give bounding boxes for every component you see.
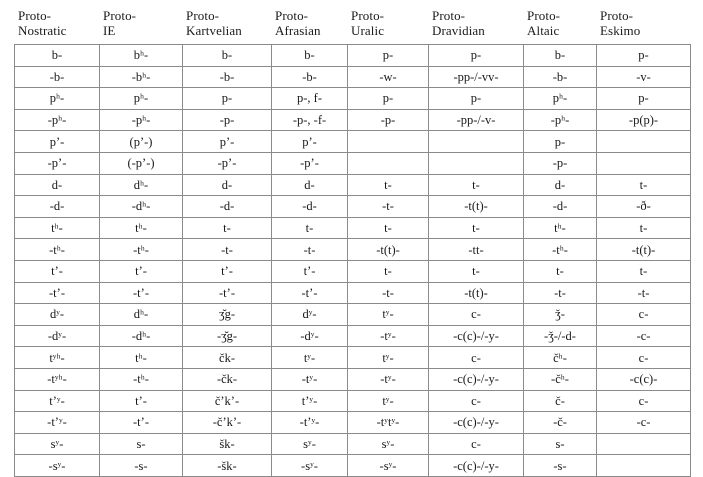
table-cell: -pʰ- (524, 109, 597, 131)
table-cell: -č’k’- (183, 412, 272, 434)
table-cell: t’- (100, 260, 183, 282)
table-cell: pʰ- (15, 88, 100, 110)
table-cell: -p’- (183, 152, 272, 174)
table-cell: -t(t)- (429, 282, 524, 304)
table-cell: -t’- (100, 282, 183, 304)
table-cell: p’- (272, 131, 348, 153)
table-row (15, 390, 691, 412)
table-cell: šk- (183, 433, 272, 455)
table-cell: -b- (272, 66, 348, 88)
table-cell: p’- (15, 131, 100, 153)
table-cell: -d- (272, 196, 348, 218)
table-row (15, 368, 691, 390)
table-cell: -t(t)- (597, 239, 691, 261)
table-cell: -tʸʰ- (15, 368, 100, 390)
table-cell: tʸ- (348, 390, 429, 412)
table-row (15, 325, 691, 347)
table-cell: p- (348, 88, 429, 110)
table-row (15, 217, 691, 239)
table-cell: d- (15, 174, 100, 196)
header-proto-eskimo: Proto- Eskimo (600, 8, 641, 38)
table-cell: -c(c)-/-y- (429, 455, 524, 477)
table-cell: -dʰ- (100, 196, 183, 218)
table-cell: -pʰ- (100, 109, 183, 131)
table-cell: -tʸ- (348, 325, 429, 347)
table-cell: -t’- (15, 282, 100, 304)
table-cell: -p-, -f- (272, 109, 348, 131)
table-cell: -sʸ- (272, 455, 348, 477)
table-row (15, 45, 691, 67)
table-row (15, 304, 691, 326)
table-row (15, 196, 691, 218)
table-cell: -tʰ- (100, 239, 183, 261)
table-cell: -t’ʸ- (15, 412, 100, 434)
table-cell: bʰ- (100, 45, 183, 67)
table-cell: tʸ- (348, 347, 429, 369)
table-cell: -c(c)- (597, 368, 691, 390)
table-cell: tʸʰ- (15, 347, 100, 369)
table-body (15, 45, 691, 477)
table-row (15, 152, 691, 174)
table-cell (597, 455, 691, 477)
table-cell: -t’- (183, 282, 272, 304)
table-cell: -ð- (597, 196, 691, 218)
table-cell: -t’ʸ- (272, 412, 348, 434)
table-cell: sʸ- (348, 433, 429, 455)
table-cell: -ǯ-/-d- (524, 325, 597, 347)
table-row (15, 131, 691, 153)
table-cell: t- (524, 260, 597, 282)
table-cell: b- (272, 45, 348, 67)
header-proto-dravidian: Proto- Dravidian (432, 8, 485, 38)
table-cell: tʸ- (272, 347, 348, 369)
table-cell: -t’- (272, 282, 348, 304)
table-cell: -d- (524, 196, 597, 218)
table-cell: -pp-/-v- (429, 109, 524, 131)
table-cell: t’ʸ- (15, 390, 100, 412)
header-proto-nostratic: Proto- Nostratic (18, 8, 67, 38)
header-proto-ie: Proto- IE (103, 8, 137, 38)
table-cell: d- (272, 174, 348, 196)
table-cell: -ʒ̆g- (183, 325, 272, 347)
header-proto-uralic: Proto- Uralic (351, 8, 385, 38)
table-cell: -t(t)- (429, 196, 524, 218)
table-cell: -tʸ- (272, 368, 348, 390)
table-cell: b- (183, 45, 272, 67)
table-cell: tʰ- (100, 217, 183, 239)
table-cell: -t- (348, 282, 429, 304)
table-cell: -c(c)-/-y- (429, 325, 524, 347)
table-cell (597, 152, 691, 174)
table-cell: -tt- (429, 239, 524, 261)
table-cell: p- (183, 88, 272, 110)
table-cell: -p’- (272, 152, 348, 174)
table-cell: c- (597, 304, 691, 326)
table-row (15, 174, 691, 196)
table-cell: -šk- (183, 455, 272, 477)
table-cell: (-p’-) (100, 152, 183, 174)
table-cell: -c- (597, 412, 691, 434)
table-cell: -tʰ- (524, 239, 597, 261)
table-cell: c- (429, 390, 524, 412)
table-cell: -p- (524, 152, 597, 174)
table-cell (429, 152, 524, 174)
table-cell: (p’-) (100, 131, 183, 153)
table-row (15, 66, 691, 88)
table-cell: -č- (524, 412, 597, 434)
table-cell: -p- (348, 109, 429, 131)
table-cell: p- (597, 45, 691, 67)
table-cell: -dʸ- (15, 325, 100, 347)
table-cell: -tʰ- (100, 368, 183, 390)
correspondence-sheet (14, 8, 690, 477)
table-cell: pʰ- (524, 88, 597, 110)
table-cell: t- (597, 174, 691, 196)
table-cell: pʰ- (100, 88, 183, 110)
table-cell (348, 131, 429, 153)
table-cell (348, 152, 429, 174)
table-cell: t’- (15, 260, 100, 282)
sound-correspondence-table (14, 44, 691, 477)
table-row (15, 455, 691, 477)
table-cell: p- (597, 88, 691, 110)
table-cell: s- (524, 433, 597, 455)
table-cell: čk- (183, 347, 272, 369)
table-row (15, 282, 691, 304)
table-cell: t’- (183, 260, 272, 282)
table-cell: -c(c)-/-y- (429, 368, 524, 390)
table-cell: -dʰ- (100, 325, 183, 347)
table-cell: -t- (272, 239, 348, 261)
table-cell: čʰ- (524, 347, 597, 369)
table-cell: tʰ- (100, 347, 183, 369)
table-cell: -čk- (183, 368, 272, 390)
table-cell: -d- (183, 196, 272, 218)
header-proto-kartvelian: Proto- Kartvelian (186, 8, 242, 38)
table-cell (597, 433, 691, 455)
table-cell: p- (429, 45, 524, 67)
table-cell: t’- (272, 260, 348, 282)
table-cell: c- (597, 347, 691, 369)
table-cell: b- (15, 45, 100, 67)
table-cell: tʰ- (15, 217, 100, 239)
table-cell: -b- (15, 66, 100, 88)
table-cell: c- (429, 433, 524, 455)
table-cell: t- (348, 217, 429, 239)
table-cell: -sʸ- (348, 455, 429, 477)
table-cell: -t(t)- (348, 239, 429, 261)
table-cell: -v- (597, 66, 691, 88)
table-cell: p-, f- (272, 88, 348, 110)
table-cell (429, 131, 524, 153)
table-cell: dʸ- (15, 304, 100, 326)
table-cell: -čʰ- (524, 368, 597, 390)
table-cell: ʒ̆g- (183, 304, 272, 326)
table-cell: ǯ- (524, 304, 597, 326)
table-cell: t- (429, 260, 524, 282)
table-cell: dʰ- (100, 174, 183, 196)
table-cell: -tʸtʸ- (348, 412, 429, 434)
table-cell: t’ʸ- (272, 390, 348, 412)
table-row (15, 412, 691, 434)
table-cell: -tʸ- (348, 368, 429, 390)
table-cell: t’- (100, 390, 183, 412)
table-cell: t- (597, 217, 691, 239)
table-cell: -tʰ- (15, 239, 100, 261)
table-cell: -p- (183, 109, 272, 131)
table-cell (597, 131, 691, 153)
header-proto-altaic: Proto- Altaic (527, 8, 561, 38)
table-cell: -pp-/-vv- (429, 66, 524, 88)
table-cell: -pʰ- (15, 109, 100, 131)
table-cell: -c- (597, 325, 691, 347)
table-cell: tʰ- (524, 217, 597, 239)
table-cell: t- (183, 217, 272, 239)
table-row (15, 239, 691, 261)
table-cell: -t- (183, 239, 272, 261)
table-cell: -t- (524, 282, 597, 304)
table-cell: č’k’- (183, 390, 272, 412)
table-cell: b- (524, 45, 597, 67)
table-cell: dʸ- (272, 304, 348, 326)
table-cell: -w- (348, 66, 429, 88)
table-cell: -s- (524, 455, 597, 477)
header-proto-afrasian: Proto- Afrasian (275, 8, 321, 38)
table-cell: č- (524, 390, 597, 412)
table-cell: -t- (348, 196, 429, 218)
table-cell: -dʸ- (272, 325, 348, 347)
table-cell: c- (597, 390, 691, 412)
table-cell: -sʸ- (15, 455, 100, 477)
table-row (15, 347, 691, 369)
table-cell: t- (348, 174, 429, 196)
table-row (15, 433, 691, 455)
table-cell: p’- (183, 131, 272, 153)
table-cell: p- (524, 131, 597, 153)
table-cell: -t’- (100, 412, 183, 434)
table-cell: -d- (15, 196, 100, 218)
table-cell: -c(c)-/-y- (429, 412, 524, 434)
table-cell: dʰ- (100, 304, 183, 326)
table-cell: sʸ- (272, 433, 348, 455)
table-cell: c- (429, 304, 524, 326)
table-cell: t- (429, 217, 524, 239)
table-cell: -t- (597, 282, 691, 304)
table-cell: -p(p)- (597, 109, 691, 131)
table-cell: sʸ- (15, 433, 100, 455)
table-cell: t- (348, 260, 429, 282)
table-cell: -b- (524, 66, 597, 88)
table-cell: -p’- (15, 152, 100, 174)
table-cell: c- (429, 347, 524, 369)
table-row (15, 109, 691, 131)
table-cell: -b- (183, 66, 272, 88)
table-cell: d- (524, 174, 597, 196)
table-cell: t- (429, 174, 524, 196)
table-cell: t- (272, 217, 348, 239)
table-cell: p- (429, 88, 524, 110)
table-cell: d- (183, 174, 272, 196)
table-cell: -bʰ- (100, 66, 183, 88)
table-cell: p- (348, 45, 429, 67)
table-cell: -s- (100, 455, 183, 477)
table-row (15, 260, 691, 282)
language-header-row (14, 8, 690, 44)
table-row (15, 88, 691, 110)
table-cell: t- (597, 260, 691, 282)
table-cell: s- (100, 433, 183, 455)
table-cell: tʸ- (348, 304, 429, 326)
